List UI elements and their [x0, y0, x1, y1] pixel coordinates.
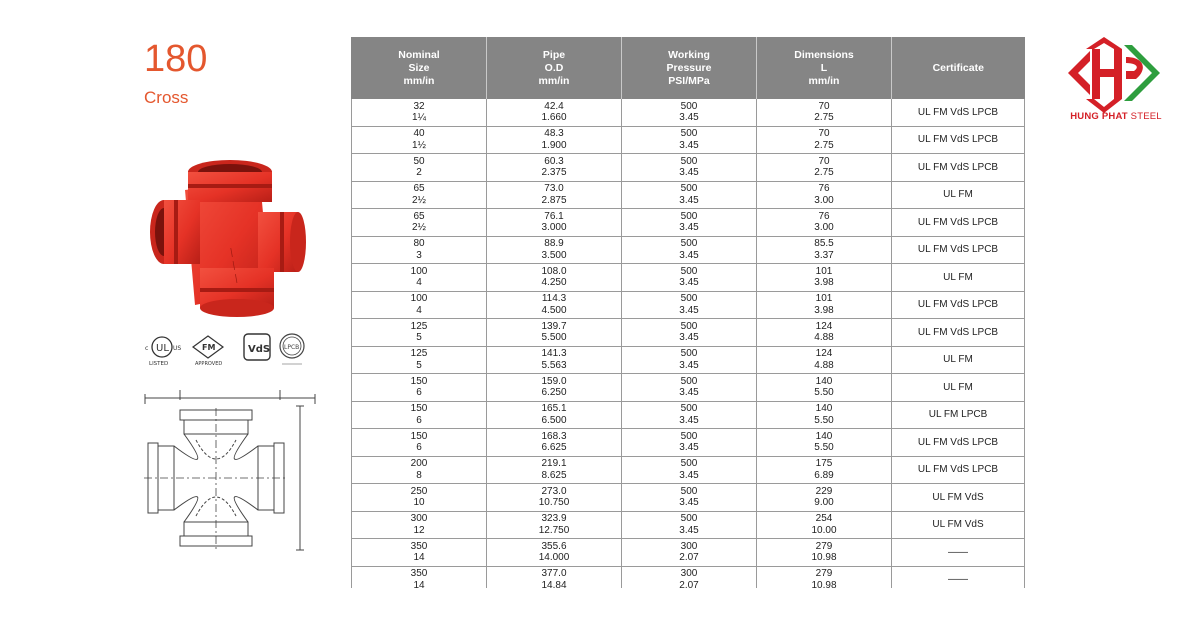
table-row	[352, 346, 1025, 374]
cell-dimension-l	[757, 209, 892, 237]
model-number: 180	[144, 38, 208, 80]
cell-dimension-l-in: 5.50	[814, 387, 834, 399]
cell-nominal-size-mm: 65	[413, 183, 425, 195]
table-row	[352, 374, 1025, 402]
cell-nominal-size-in: 5	[416, 359, 422, 371]
cell-working-pressure-in: 3.45	[679, 112, 699, 124]
cell-dimension-l-mm: 70	[818, 128, 830, 140]
cell-working-pressure	[622, 511, 757, 539]
table-row	[352, 566, 1025, 588]
cell-nominal-size-mm: 40	[413, 128, 425, 140]
cell-certificate: UL FM VdS LPCB	[892, 126, 1025, 154]
cell-dimension-l-in: 4.88	[814, 332, 834, 344]
cell-pipe-od-mm: 88.9	[544, 238, 564, 250]
cell-pipe-od	[487, 401, 622, 429]
cell-pipe-od-in: 12.750	[538, 524, 570, 536]
cell-dimension-l	[757, 429, 892, 457]
cell-nominal-size-mm: 150	[410, 403, 428, 415]
cell-nominal-size-mm: 32	[413, 100, 425, 112]
table-row	[352, 429, 1025, 457]
cell-working-pressure	[622, 346, 757, 374]
cell-dimension-l-in: 5.50	[814, 414, 834, 426]
cell-working-pressure-in: 2.07	[679, 552, 699, 564]
cell-dimension-l-in: 2.75	[814, 139, 834, 151]
cell-pipe-od	[487, 374, 622, 402]
cell-dimension-l	[757, 539, 892, 567]
cell-dimension-l-in: 9.00	[814, 497, 834, 509]
cell-pipe-od-mm: 159.0	[541, 375, 567, 387]
cell-pipe-od-mm: 48.3	[544, 128, 564, 140]
cell-dimension-l	[757, 154, 892, 182]
cell-pipe-od	[487, 99, 622, 126]
cell-working-pressure-mm: 500	[680, 375, 698, 387]
cell-certificate: UL FM VdS LPCB	[892, 456, 1025, 484]
cell-dimension-l	[757, 181, 892, 209]
table-row	[352, 539, 1025, 567]
cell-nominal-size-mm: 250	[410, 485, 428, 497]
table-row	[352, 181, 1025, 209]
cell-nominal-size	[352, 346, 487, 374]
table-row	[352, 236, 1025, 264]
cell-pipe-od-in: 1.900	[541, 139, 567, 151]
cell-working-pressure-in: 3.45	[679, 359, 699, 371]
cell-nominal-size-in: 10	[413, 497, 425, 509]
cell-working-pressure-mm: 500	[680, 100, 698, 112]
cell-dimension-l-in: 10.98	[811, 552, 837, 564]
cell-nominal-size-in: 12	[413, 524, 425, 536]
header-line: L	[820, 61, 828, 74]
cell-nominal-size-in: 4	[416, 277, 422, 289]
cell-certificate: ——	[892, 539, 1025, 567]
cell-dimension-l	[757, 236, 892, 264]
table-row	[352, 456, 1025, 484]
cell-nominal-size-mm: 350	[410, 540, 428, 552]
cell-dimension-l-mm: 254	[815, 513, 833, 525]
cell-dimension-l-mm: 229	[815, 485, 833, 497]
cell-nominal-size	[352, 401, 487, 429]
table-row	[352, 154, 1025, 182]
cell-nominal-size	[352, 154, 487, 182]
svg-text:US: US	[173, 345, 182, 352]
cell-nominal-size	[352, 319, 487, 347]
cell-pipe-od-in: 8.625	[541, 469, 567, 481]
cell-dimension-l	[757, 484, 892, 512]
cell-working-pressure-in: 3.45	[679, 139, 699, 151]
cell-working-pressure-mm: 500	[680, 348, 698, 360]
header-line: Working	[668, 48, 710, 61]
cell-dimension-l-mm: 140	[815, 430, 833, 442]
cell-nominal-size-in: 5	[416, 332, 422, 344]
table-row	[352, 126, 1025, 154]
cell-nominal-size	[352, 566, 487, 588]
logo-diamond-red	[1068, 37, 1122, 113]
cell-working-pressure-in: 3.45	[679, 332, 699, 344]
table-row	[352, 319, 1025, 347]
cell-nominal-size-in: 14	[413, 552, 425, 564]
cell-dimension-l	[757, 566, 892, 588]
brand-name-part2: STEEL	[1130, 111, 1162, 122]
cell-nominal-size-in: 8	[416, 469, 422, 481]
cell-nominal-size-mm: 80	[413, 238, 425, 250]
cell-working-pressure-in: 3.45	[679, 414, 699, 426]
header-nominal-size	[352, 37, 487, 99]
cell-dimension-l	[757, 374, 892, 402]
cell-nominal-size-mm: 150	[410, 430, 428, 442]
header-line: PSI/MPa	[668, 74, 710, 87]
cell-working-pressure-in: 3.45	[679, 222, 699, 234]
cell-working-pressure-in: 3.45	[679, 497, 699, 509]
table-row	[352, 99, 1025, 126]
cell-working-pressure	[622, 209, 757, 237]
cell-nominal-size	[352, 456, 487, 484]
cell-dimension-l	[757, 264, 892, 292]
cell-nominal-size	[352, 374, 487, 402]
cell-dimension-l-in: 3.37	[814, 249, 834, 261]
cell-nominal-size-in: 6	[416, 414, 422, 426]
cell-dimension-l	[757, 511, 892, 539]
cell-dimension-l-mm: 101	[815, 265, 833, 277]
cell-working-pressure-mm: 500	[680, 293, 698, 305]
cell-dimension-l	[757, 346, 892, 374]
vds-logo-text: VdS	[248, 344, 271, 355]
header-line: Size	[408, 61, 430, 74]
cell-pipe-od	[487, 181, 622, 209]
cell-pipe-od-mm: 42.4	[544, 100, 564, 112]
cell-certificate: UL FM VdS LPCB	[892, 429, 1025, 457]
cell-working-pressure-mm: 500	[680, 265, 698, 277]
header-pipe-od	[487, 37, 622, 99]
cell-working-pressure	[622, 236, 757, 264]
cell-nominal-size-in: 2½	[412, 222, 426, 234]
cell-dimension-l-mm: 140	[815, 375, 833, 387]
cell-nominal-size-mm: 200	[410, 458, 428, 470]
cell-working-pressure-in: 3.45	[679, 167, 699, 179]
cell-working-pressure-mm: 500	[680, 128, 698, 140]
table-row	[352, 484, 1025, 512]
cell-dimension-l-mm: 124	[815, 348, 833, 360]
cell-working-pressure-mm: 500	[680, 485, 698, 497]
cell-nominal-size	[352, 99, 487, 126]
cell-dimension-l-mm: 85.5	[814, 238, 834, 250]
cell-pipe-od-in: 4.500	[541, 304, 567, 316]
cell-certificate: ——	[892, 566, 1025, 588]
cell-working-pressure-in: 3.45	[679, 387, 699, 399]
cell-dimension-l-in: 10.98	[811, 579, 837, 588]
cell-certificate: UL FM LPCB	[892, 401, 1025, 429]
cell-working-pressure	[622, 264, 757, 292]
cell-nominal-size-mm: 125	[410, 320, 428, 332]
header-line: mm/in	[808, 74, 840, 87]
cell-pipe-od	[487, 484, 622, 512]
cell-pipe-od-in: 14.84	[541, 579, 567, 588]
ul-logo-text: LISTED	[149, 361, 169, 367]
cell-pipe-od-mm: 273.0	[541, 485, 567, 497]
cell-working-pressure-mm: 300	[680, 568, 698, 580]
table-row	[352, 401, 1025, 429]
cell-certificate: UL FM	[892, 374, 1025, 402]
table-row	[352, 511, 1025, 539]
cell-pipe-od-mm: 139.7	[541, 320, 567, 332]
cell-pipe-od-in: 2.875	[541, 194, 567, 206]
cell-pipe-od-in: 3.000	[541, 222, 567, 234]
cell-working-pressure-in: 3.45	[679, 524, 699, 536]
cell-working-pressure-in: 3.45	[679, 277, 699, 289]
cell-working-pressure-mm: 300	[680, 540, 698, 552]
cell-nominal-size-mm: 100	[410, 293, 428, 305]
cell-working-pressure	[622, 456, 757, 484]
cell-dimension-l-mm: 175	[815, 458, 833, 470]
cell-nominal-size-in: 2	[416, 167, 422, 179]
cell-nominal-size	[352, 429, 487, 457]
cell-working-pressure	[622, 319, 757, 347]
cell-working-pressure	[622, 374, 757, 402]
cell-working-pressure	[622, 126, 757, 154]
cell-working-pressure	[622, 484, 757, 512]
cell-certificate: UL FM VdS	[892, 484, 1025, 512]
cell-pipe-od-mm: 323.9	[541, 513, 567, 525]
cell-pipe-od	[487, 319, 622, 347]
header-line: Pressure	[666, 61, 712, 74]
cell-working-pressure-mm: 500	[680, 403, 698, 415]
cell-pipe-od-in: 10.750	[538, 497, 570, 509]
hung-phat-steel-logo	[1064, 35, 1166, 115]
cell-dimension-l-in: 4.88	[814, 359, 834, 371]
cell-dimension-l-mm: 70	[818, 100, 830, 112]
cell-dimension-l-mm: 124	[815, 320, 833, 332]
cell-pipe-od	[487, 264, 622, 292]
cell-nominal-size	[352, 236, 487, 264]
cell-nominal-size-in: 1¼	[412, 112, 426, 124]
cell-dimension-l-in: 5.50	[814, 442, 834, 454]
cell-dimension-l-in: 3.98	[814, 304, 834, 316]
cell-pipe-od-in: 2.375	[541, 167, 567, 179]
cell-working-pressure	[622, 181, 757, 209]
cell-certificate: UL FM VdS LPCB	[892, 236, 1025, 264]
cell-nominal-size	[352, 291, 487, 319]
fm-logo-text: FM	[202, 343, 216, 352]
cell-working-pressure-in: 2.07	[679, 579, 699, 588]
cell-working-pressure-mm: 500	[680, 210, 698, 222]
cell-pipe-od	[487, 346, 622, 374]
cell-pipe-od-in: 6.500	[541, 414, 567, 426]
cell-pipe-od	[487, 539, 622, 567]
cell-pipe-od-mm: 168.3	[541, 430, 567, 442]
cell-nominal-size-in: 1½	[412, 139, 426, 151]
cell-nominal-size-in: 4	[416, 304, 422, 316]
cell-nominal-size	[352, 264, 487, 292]
header-line: mm/in	[538, 74, 570, 87]
cell-nominal-size-mm: 300	[410, 513, 428, 525]
cell-certificate: UL FM	[892, 264, 1025, 292]
cell-pipe-od-in: 14.000	[538, 552, 570, 564]
header-dimensions	[757, 37, 892, 99]
table-header-row	[352, 37, 1025, 99]
cell-nominal-size	[352, 209, 487, 237]
cell-certificate: UL FM VdS	[892, 511, 1025, 539]
cell-working-pressure-mm: 500	[680, 238, 698, 250]
model-name: Cross	[144, 88, 189, 107]
cell-working-pressure-mm: 500	[680, 155, 698, 167]
cell-pipe-od-mm: 76.1	[544, 210, 564, 222]
cell-certificate: UL FM VdS LPCB	[892, 291, 1025, 319]
cell-dimension-l-mm: 76	[818, 183, 830, 195]
cell-pipe-od	[487, 126, 622, 154]
cell-pipe-od-in: 5.563	[541, 359, 567, 371]
cell-certificate: UL FM	[892, 346, 1025, 374]
cell-dimension-l	[757, 401, 892, 429]
cell-dimension-l-in: 2.75	[814, 167, 834, 179]
specification-table	[351, 37, 1025, 588]
cell-pipe-od-mm: 165.1	[541, 403, 567, 415]
cell-working-pressure	[622, 154, 757, 182]
cell-pipe-od	[487, 566, 622, 588]
fm-logo-sub: APPROVED	[195, 361, 223, 367]
cell-dimension-l	[757, 99, 892, 126]
cell-dimension-l	[757, 456, 892, 484]
header-working-pressure	[622, 37, 757, 99]
cell-working-pressure-mm: 500	[680, 513, 698, 525]
cell-pipe-od-in: 4.250	[541, 277, 567, 289]
cell-working-pressure	[622, 99, 757, 126]
cell-certificate: UL FM VdS LPCB	[892, 99, 1025, 126]
lpcb-logo-text: LPCB	[284, 344, 300, 351]
cell-pipe-od-mm: 60.3	[544, 155, 564, 167]
cell-nominal-size	[352, 511, 487, 539]
cell-dimension-l-mm: 279	[815, 540, 833, 552]
cell-dimension-l-in: 10.00	[811, 524, 837, 536]
cell-pipe-od	[487, 456, 622, 484]
cell-certificate: UL FM	[892, 181, 1025, 209]
brand-name-part1: HUNG PHAT	[1070, 111, 1128, 122]
logo-chevrons-green	[1124, 45, 1160, 101]
cell-nominal-size-mm: 65	[413, 210, 425, 222]
cell-pipe-od-in: 6.250	[541, 387, 567, 399]
cell-nominal-size-in: 6	[416, 387, 422, 399]
cell-working-pressure-mm: 500	[680, 320, 698, 332]
cell-certificate: UL FM VdS LPCB	[892, 154, 1025, 182]
cell-nominal-size	[352, 181, 487, 209]
cell-working-pressure-in: 3.45	[679, 249, 699, 261]
table-row	[352, 209, 1025, 237]
cell-working-pressure-in: 3.45	[679, 304, 699, 316]
cell-nominal-size-mm: 125	[410, 348, 428, 360]
cell-pipe-od	[487, 236, 622, 264]
cell-pipe-od-mm: 219.1	[541, 458, 567, 470]
cell-nominal-size-in: 3	[416, 249, 422, 261]
header-line: Dimensions	[794, 48, 854, 61]
cell-pipe-od-in: 3.500	[541, 249, 567, 261]
cell-dimension-l-mm: 140	[815, 403, 833, 415]
cell-dimension-l	[757, 291, 892, 319]
table-row	[352, 291, 1025, 319]
cell-nominal-size-mm: 350	[410, 568, 428, 580]
cell-pipe-od	[487, 209, 622, 237]
cell-nominal-size-in: 14	[413, 579, 425, 588]
cell-nominal-size-in: 2½	[412, 194, 426, 206]
cell-working-pressure-in: 3.45	[679, 442, 699, 454]
svg-text:— — —: — — —	[225, 246, 243, 285]
cell-pipe-od-mm: 73.0	[544, 183, 564, 195]
cell-working-pressure-mm: 500	[680, 458, 698, 470]
brand-name	[1056, 111, 1176, 122]
cell-dimension-l-in: 3.00	[814, 194, 834, 206]
cell-working-pressure	[622, 539, 757, 567]
header-line: O.D	[544, 61, 564, 74]
cell-working-pressure	[622, 429, 757, 457]
cell-pipe-od	[487, 154, 622, 182]
header-line: Certificate	[932, 61, 984, 74]
cell-pipe-od-mm: 355.6	[541, 540, 567, 552]
cell-nominal-size	[352, 539, 487, 567]
cell-dimension-l-mm: 70	[818, 155, 830, 167]
cell-pipe-od-mm: 377.0	[541, 568, 567, 580]
header-line: Nominal	[398, 48, 440, 61]
header-line: mm/in	[403, 74, 435, 87]
cell-pipe-od-mm: 108.0	[541, 265, 567, 277]
svg-text:UL: UL	[156, 343, 169, 354]
cell-nominal-size-in: 6	[416, 442, 422, 454]
cell-working-pressure-in: 3.45	[679, 469, 699, 481]
cell-working-pressure-mm: 500	[680, 430, 698, 442]
cell-working-pressure	[622, 566, 757, 588]
table-row	[352, 264, 1025, 292]
cell-pipe-od-in: 1.660	[541, 112, 567, 124]
cell-nominal-size	[352, 484, 487, 512]
cell-nominal-size-mm: 100	[410, 265, 428, 277]
cell-nominal-size	[352, 126, 487, 154]
cell-pipe-od	[487, 291, 622, 319]
cell-working-pressure-mm: 500	[680, 183, 698, 195]
cell-dimension-l-mm: 76	[818, 210, 830, 222]
cell-nominal-size-mm: 150	[410, 375, 428, 387]
cell-dimension-l-mm: 279	[815, 568, 833, 580]
cell-working-pressure	[622, 401, 757, 429]
cell-nominal-size-mm: 50	[413, 155, 425, 167]
cell-certificate: UL FM VdS LPCB	[892, 319, 1025, 347]
header-certificate	[892, 37, 1025, 99]
cell-dimension-l-in: 6.89	[814, 469, 834, 481]
cell-pipe-od	[487, 429, 622, 457]
header-line: Pipe	[542, 48, 566, 61]
cell-pipe-od-in: 6.625	[541, 442, 567, 454]
cell-dimension-l	[757, 319, 892, 347]
cell-dimension-l	[757, 126, 892, 154]
cell-dimension-l-mm: 101	[815, 293, 833, 305]
cell-pipe-od-in: 5.500	[541, 332, 567, 344]
cell-dimension-l-in: 3.00	[814, 222, 834, 234]
svg-text:c: c	[145, 345, 149, 352]
cell-working-pressure	[622, 291, 757, 319]
cell-pipe-od	[487, 511, 622, 539]
cell-certificate: UL FM VdS LPCB	[892, 209, 1025, 237]
cell-pipe-od-mm: 114.3	[541, 293, 567, 305]
cell-dimension-l-in: 2.75	[814, 112, 834, 124]
cell-dimension-l-in: 3.98	[814, 277, 834, 289]
cell-working-pressure-in: 3.45	[679, 194, 699, 206]
cell-pipe-od-mm: 141.3	[541, 348, 567, 360]
